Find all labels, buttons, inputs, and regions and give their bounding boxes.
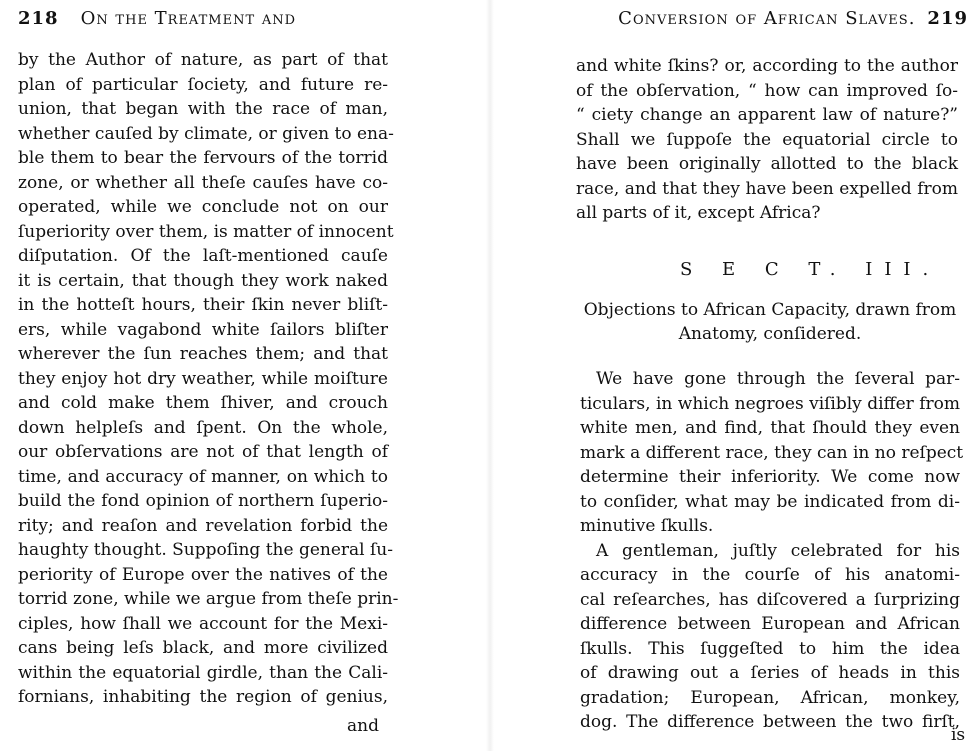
text-line: have been originally allotted to the black (576, 154, 958, 174)
text-line: by the Author of nature, as part of that (18, 50, 388, 70)
text-line: white men, and find, that ſhould they even (580, 418, 960, 438)
text-line: plan of particular ſociety, and future re- (18, 74, 388, 95)
text-line: “ ciety change an apparent law of nature?” (576, 105, 958, 125)
text-line: wherever the ſun reaches them; and that (18, 344, 388, 364)
text-line: fornians, inhabiting the region of genius, (18, 687, 388, 707)
right-page-number: 219 (927, 8, 968, 29)
text-line: diſputation. Of the laſt-mentioned cauſe (18, 246, 388, 266)
text-line: it is certain, that though they work naked (18, 270, 388, 291)
text-line: whether cauſed by climate, or given to ena- (18, 123, 394, 144)
text-line: operated, while we conclude not on our (18, 197, 388, 217)
right-page (490, 0, 980, 751)
left-body-text (18, 48, 399, 710)
text-line: Shall we ſuppoſe the equatorial circle to (576, 129, 958, 150)
text-line: within the equatorial girdle, than the Cali- (18, 662, 388, 683)
text-line: difference between European and African (580, 614, 960, 634)
subheading-line: Anatomy, conſidered. (678, 324, 862, 344)
subheading-line: Objections to African Capacity, drawn from (583, 300, 957, 320)
text-line: union, that began with the race of man, (18, 99, 388, 119)
text-line: of the obſervation, “ how can improved ſo- (576, 80, 958, 101)
left-catchword: and (347, 716, 379, 736)
section-subheading (580, 298, 960, 346)
text-line: of drawing out a ſeries of heads in this (580, 663, 960, 683)
text-line: and cold make them ſhiver, and crouch (18, 393, 388, 413)
text-line: ſuperiority over them, is matter of innocent (18, 221, 394, 242)
right-body-text-bottom (580, 367, 964, 735)
text-line: zone, or whether all theſe cauſes have co- (18, 172, 388, 193)
text-line: ciples, how ſhall we account for the Mexi- (18, 613, 388, 634)
text-line: ers, while vagabond white ſailors bliſter (18, 319, 388, 340)
text-line: they enjoy hot dry weather, while moiſture (18, 368, 388, 389)
text-line: ticulars, in which negroes viſibly differ from (580, 393, 960, 414)
text-line: determine their inferiority. We come now (580, 467, 960, 487)
text-line: A gentleman, juſtly celebrated for his (596, 540, 960, 561)
left-page-number: 218 (18, 8, 59, 29)
left-running-head (18, 8, 296, 29)
text-line: down helpleſs and ſpent. On the whole, (18, 417, 388, 438)
text-line: periority of Europe over the natives of the (18, 564, 388, 585)
text-line: mark a different race, they can in no reſpect (580, 442, 964, 463)
right-catchword: is (951, 725, 966, 745)
text-line: rity; and reaſon and revelation forbid the (18, 515, 388, 536)
text-line: torrid zone, while we argue from theſe prin- (18, 589, 399, 609)
right-body-text-top (576, 54, 958, 226)
text-line: haughty thought. Suppoſing the general ſu- (18, 540, 393, 560)
text-line: to conſider, what may be indicated from di- (580, 491, 960, 512)
text-line: minutive ſkulls. (580, 516, 714, 536)
text-line: We have gone through the ſeveral par- (596, 369, 960, 389)
right-running-head-text: Conversion of African Slaves. (618, 8, 916, 29)
text-line: ble them to bear the fervours of the torrid (18, 148, 388, 168)
section-heading: S E C T. III. (680, 259, 941, 280)
text-line: gradation; European, African, monkey, (580, 687, 960, 708)
right-running-head (618, 8, 968, 29)
text-line: in the hotteſt hours, their ſkin never bliſt- (18, 295, 388, 315)
text-line: cal reſearches, has diſcovered a ſurprizing (580, 589, 960, 610)
text-line: ſkulls. This ſuggeſted to him the idea (580, 638, 960, 659)
text-line: build the fond opinion of northern ſuperio- (18, 491, 388, 511)
left-running-head-text: On the Treatment and (80, 8, 297, 29)
text-line: our obſervations are not of that length of (18, 442, 388, 462)
text-line: time, and accuracy of manner, on which to (18, 466, 388, 487)
text-line: accuracy in the courſe of his anatomi- (580, 565, 960, 585)
text-line: dog. The difference between the two firſt, (580, 712, 960, 732)
text-line: and white ſkins? or, according to the author (576, 56, 958, 76)
text-line: all parts of it, except Africa? (576, 203, 821, 223)
text-line: cans being leſs black, and more civilized (18, 638, 388, 658)
text-line: race, and that they have been expelled from (576, 178, 958, 199)
